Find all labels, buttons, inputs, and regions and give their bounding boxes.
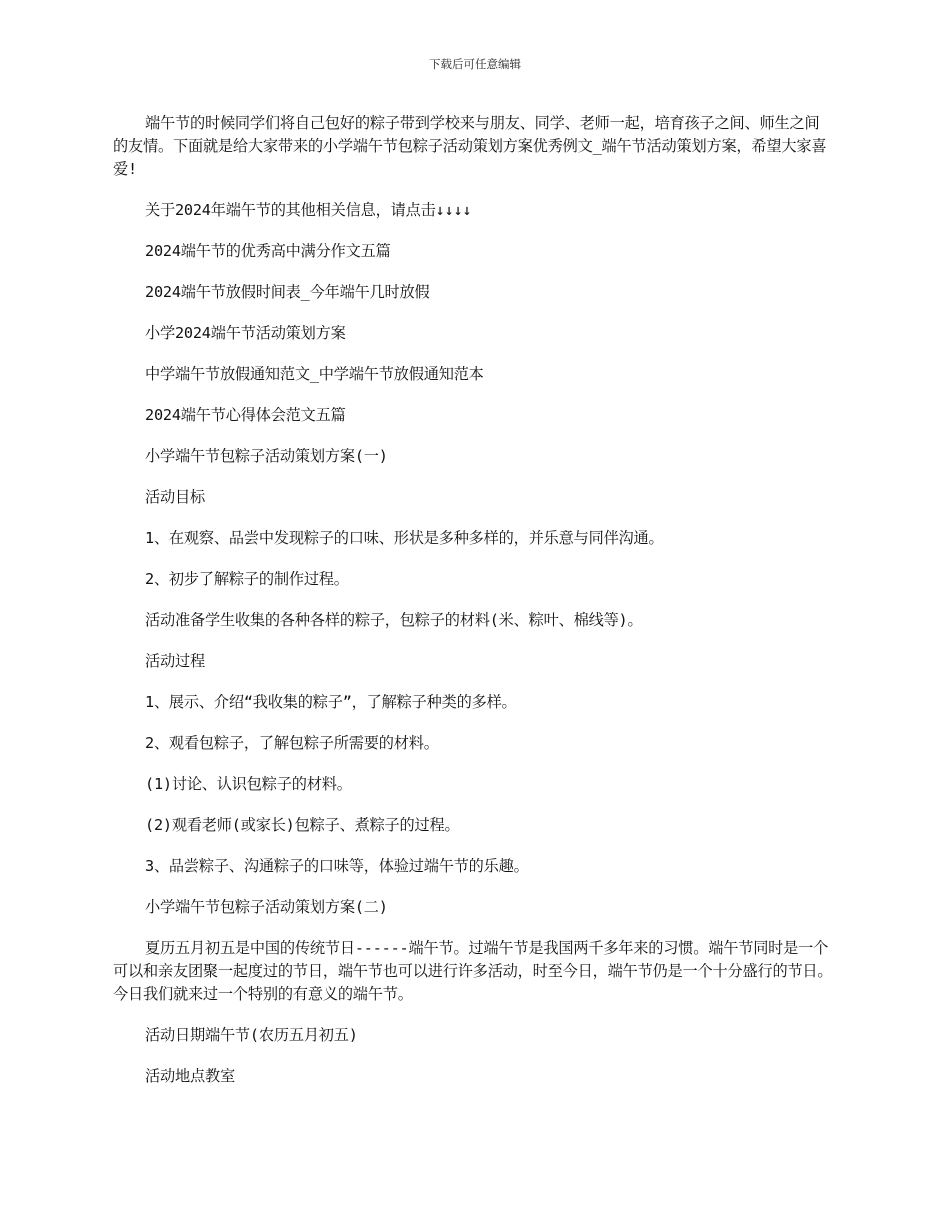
process-subitem-1: (1)讨论、认识包粽子的材料。 [145,775,352,793]
intro-paragraph: 端午节的时候同学们将自己包好的粽子带到学校来与朋友、同学、老师一起，培育孩子之间、师生之间的友情。下面就是给大家带来的小学端午节包粽子活动策划方案优秀例文_端午节活动策划方案，希望大家喜爱! [113,114,827,178]
section-heading-plan-one: 小学端午节包粽子活动策划方案(一) [145,447,388,465]
activity-date: 活动日期端午节(农历五月初五) [145,1026,358,1044]
process-item-2: 2、观看包粽子，了解包粽子所需要的材料。 [145,734,439,752]
process-item-3: 3、品尝粽子、沟通粽子的口味等，体验过端午节的乐趣。 [145,857,529,875]
process-item-1: 1、展示、介绍“我收集的粽子”，了解粽子种类的多样。 [145,693,517,711]
goal-item-1: 1、在观察、品尝中发现粽子的口味、形状是多种多样的，并乐意与同伴沟通。 [145,529,664,547]
festival-intro-paragraph: 夏历五月初五是中国的传统节日------端午节。过端午节是我国两千多年来的习惯。端午节同时是一个可以和亲友团聚一起度过的节日，端午节也可以进行许多活动，时至今日，端午节仍是一个十分盛行的节日。今日我们就来过一个特别的有意义的端午节。 [113,939,833,1003]
related-link-reflections: 2024端午节心得体会范文五篇 [145,406,346,424]
subheading-goals: 活动目标 [145,488,205,506]
preparation-paragraph: 活动准备学生收集的各种各样的粽子，包粽子的材料(米、粽叶、棉线等)。 [145,611,643,629]
document-body [113,112,833,1106]
goal-item-2: 2、初步了解粽子的制作过程。 [145,570,349,588]
related-link-notice: 中学端午节放假通知范文_中学端午节放假通知范本 [145,365,484,383]
activity-location: 活动地点教室 [145,1067,235,1085]
process-subitem-2: (2)观看老师(或家长)包粽子、煮粽子的过程。 [145,816,460,834]
related-info-line: 关于2024年端午节的其他相关信息，请点击↓↓↓↓ [145,201,472,219]
related-link-holiday-schedule: 2024端午节放假时间表_今年端午几时放假 [145,283,430,301]
subheading-process: 活动过程 [145,652,205,670]
related-link-primary-plan: 小学2024端午节活动策划方案 [145,324,346,342]
related-link-essays: 2024端午节的优秀高中满分作文五篇 [145,242,391,260]
page-header: 下载后可任意编辑 [429,57,521,71]
section-heading-plan-two: 小学端午节包粽子活动策划方案(二) [145,898,388,916]
